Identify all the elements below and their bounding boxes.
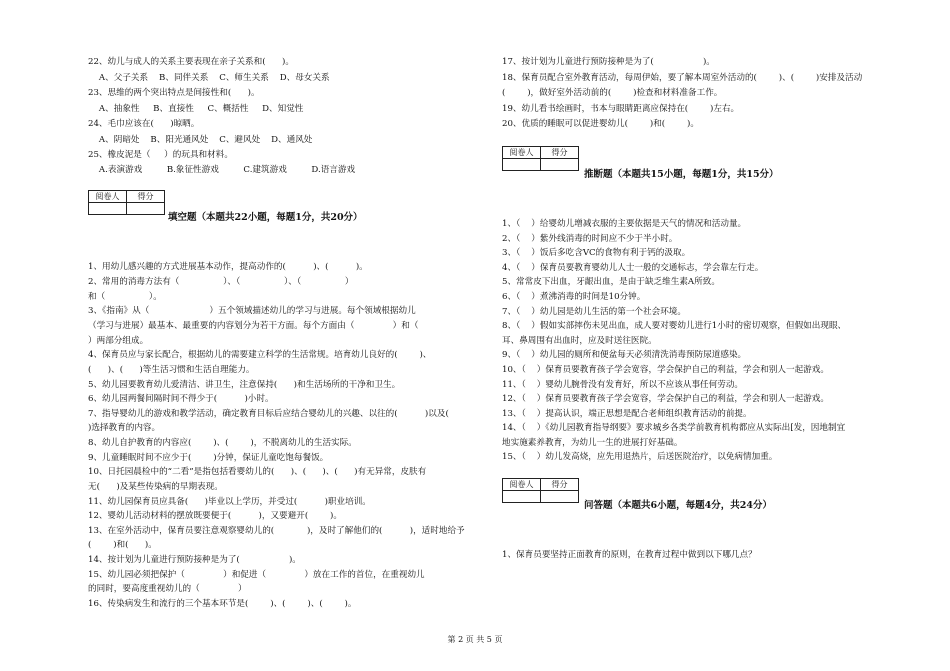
judge-line: 13、（ ）提高认识，端正思想是配合老师组织教育活动的前提。 xyxy=(502,409,752,419)
question-25-options: A.表演游戏 B.象征性游戏 C.建筑游戏 D.语言游戏 xyxy=(88,165,356,175)
fill-line: ( )和( )。 xyxy=(88,540,157,550)
fill-line: 8、幼儿自护教育的内容应( )、( )，不脱离幼儿的生活实际。 xyxy=(88,438,357,448)
judge-line: 14、（ ）《幼儿园教育指导纲要》要求城乡各类学前教育机构都应从实际出[发，因地制宜 xyxy=(502,423,846,433)
grader-label: 阅卷人 xyxy=(503,147,541,159)
page-footer: 第 2 页 共 5 页 xyxy=(447,635,503,644)
fill-line: 11、幼儿园保育员应具备( )毕业以上学历，并受过( )职业培训。 xyxy=(88,497,371,507)
judge-line: 1、（ ）给婴幼儿增减衣服的主要依据是天气的情况和活动量。 xyxy=(502,219,747,229)
grader-box-fill xyxy=(88,190,165,215)
fill-line: 3、《指南》从（ ）五个领域描述幼儿的学习与进展。每个领域根据幼儿 xyxy=(88,306,416,316)
fill-line: 14、按计划为儿童进行预防接种是为了( )。 xyxy=(88,555,301,565)
qa-section-title: 问答题（本题共6小题，每题4分，共24分） xyxy=(584,500,772,511)
judge-line: 10、（ ）保育员要教育孩子学会宽容，学会保护自己的利益，学会和别人一起游戏。 xyxy=(502,365,829,375)
question-18-cont: ( )，做好室外活动前的( )检查和材料准备工作。 xyxy=(502,88,723,98)
judge-line: 11、（ ）婴幼儿腕骨没有发育好，所以不应该从事任何劳动。 xyxy=(502,380,744,390)
fill-line: 2、常用的消毒方法有（ ）、（ ）、（ ） xyxy=(88,277,354,287)
fill-line: 9、儿童睡眠时间不应少于( )分钟，保证儿童吃饱每餐饭。 xyxy=(88,453,329,463)
fill-line: ）两部分组成。 xyxy=(88,336,149,346)
fill-line: 10、日托园晨检中的“二看”是指包括看婴幼儿的( )、( )、( )有无异常，皮肤有 xyxy=(88,467,427,477)
judge-line: 地实施素养教育，为幼儿一生的进展打好基础。 xyxy=(502,438,683,448)
judge-line: 8、（ ）假如实部摔伤未见出血，成人要对婴幼儿进行1小时的密切观察，但假如出现眼、 xyxy=(502,321,847,331)
fill-line: 4、保育员应与家长配合，根据幼儿的需要建立科学的生活常规。培育幼儿良好的( )、 xyxy=(88,350,432,360)
question-19: 19、幼儿看书绘画时，书本与眼睛距离应保持在( )左右。 xyxy=(502,104,740,114)
judge-line: 6、（ ）煮沸消毒的时间是10分钟。 xyxy=(502,292,646,302)
score-label: 得分 xyxy=(127,191,165,203)
fill-line: 和（ ）。 xyxy=(88,292,162,302)
question-17: 17、按计划为儿童进行预防接种是为了( )。 xyxy=(502,57,715,67)
fill-line: 15、幼儿园必须把保护（ ）和促进（ ）放在工作的首位，在重视幼儿 xyxy=(88,570,425,580)
fill-line: 5、幼儿园要教育幼儿爱清洁、讲卫生，注意保持( )和生活场所的干净和卫生。 xyxy=(88,380,401,390)
question-24-options: A、阴暗处 B、阳光通风处 C、避风处 D、通风处 xyxy=(88,135,313,145)
question-22-options: A、父子关系 B、同伴关系 C、师生关系 D、母女关系 xyxy=(88,73,330,83)
score-label: 得分 xyxy=(541,479,579,491)
score-label: 得分 xyxy=(541,147,579,159)
fill-line: 无( )及某些传染病的早期表现。 xyxy=(88,482,223,492)
grader-label: 阅卷人 xyxy=(503,479,541,491)
question-25: 25、橡皮泥是（ ）的玩具和材料。 xyxy=(88,150,233,160)
fill-line: 的同时，要高度重视幼儿的（ ） xyxy=(88,584,247,594)
fill-section-title: 填空题（本题共22小题，每题1分，共20分） xyxy=(168,212,363,223)
judge-line: 15、（ ）幼儿发高烧，应先用退热片，后送医院治疗，以免病情加重。 xyxy=(502,452,778,462)
fill-line: 1、用幼儿感兴趣的方式进展基本动作，提高动作的( )、( )。 xyxy=(88,262,368,272)
judge-line: 4、（ ）保育员要教育婴幼儿人士一般的交通标志，学会靠左行走。 xyxy=(502,263,764,273)
judge-line: 7、（ ）幼儿园是幼儿生活的第一个社会环境。 xyxy=(502,307,686,317)
question-23: 23、思维的两个突出特点是间接性和( )。 xyxy=(88,88,260,98)
fill-line: 16、传染病发生和流行的三个基本环节是( )、( )、( )。 xyxy=(88,599,357,609)
question-22: 22、幼儿与成人的关系主要表现在亲子关系和( )。 xyxy=(88,57,294,67)
question-20: 20、优质的睡眠可以促进婴幼儿( )和( )。 xyxy=(502,119,699,129)
fill-line: )选择教育的内容。 xyxy=(88,423,161,433)
judge-line: 2、（ ）紫外线消毒的时间应不少于半小时。 xyxy=(502,234,678,244)
qa-line: 1、保育员要坚持正面教育的原则，在教育过程中做到以下哪几点？ xyxy=(502,550,757,560)
fill-line: 6、幼儿园两餐间隔时间不得少于( )小时。 xyxy=(88,394,274,404)
fill-line: 13、在室外活动中，保育员要注意观察婴幼儿的( )，及时了解他们的( )，适时地给予 xyxy=(88,526,465,536)
question-18: 18、保育员配合室外教育活动，每周伊始，要了解本周室外活动的( )、( )安排及活动 xyxy=(502,73,863,83)
fill-line: 7、指导婴幼儿的游戏和教学活动，确定教育目标后应结合婴幼儿的兴趣、以往的( )以及( xyxy=(88,409,449,419)
fill-line: 12、婴幼儿活动材料的摆放既要便于( )，又要避开( )。 xyxy=(88,511,342,521)
judge-line: 5、常常皮下出血，牙龈出血，是由于缺乏维生素A所致。 xyxy=(502,277,720,287)
question-23-options: A、抽象性 B、直接性 C、概括性 D、知觉性 xyxy=(88,104,304,114)
question-24: 24、毛巾应该在( )晾晒。 xyxy=(88,119,200,129)
judge-line: 3、（ ）饭后多吃含VC的食物有利于钙的汲取。 xyxy=(502,248,691,258)
judge-line: 耳、鼻周围有出血时，应及时送往医院。 xyxy=(502,336,657,346)
judge-line: 9、（ ）幼儿园的厕所和便盆每天必须清洗消毒预防尿道感染。 xyxy=(502,350,747,360)
fill-line: （学习与进展）最基本、最重要的内容划分为若干方面。每个方面由（ ）和（ xyxy=(88,321,419,331)
judge-line: 12、（ ）保育员要教育孩子学会宽容，学会保护自己的利益，学会和别人一起游戏。 xyxy=(502,394,829,404)
grader-label: 阅卷人 xyxy=(89,191,127,203)
fill-line: ( )、( )等生活习惯和生活自理能力。 xyxy=(88,365,255,375)
grader-box-qa xyxy=(502,478,579,503)
grader-box-judge xyxy=(502,146,579,171)
judge-section-title: 推断题（本题共15小题，每题1分，共15分） xyxy=(584,169,779,180)
